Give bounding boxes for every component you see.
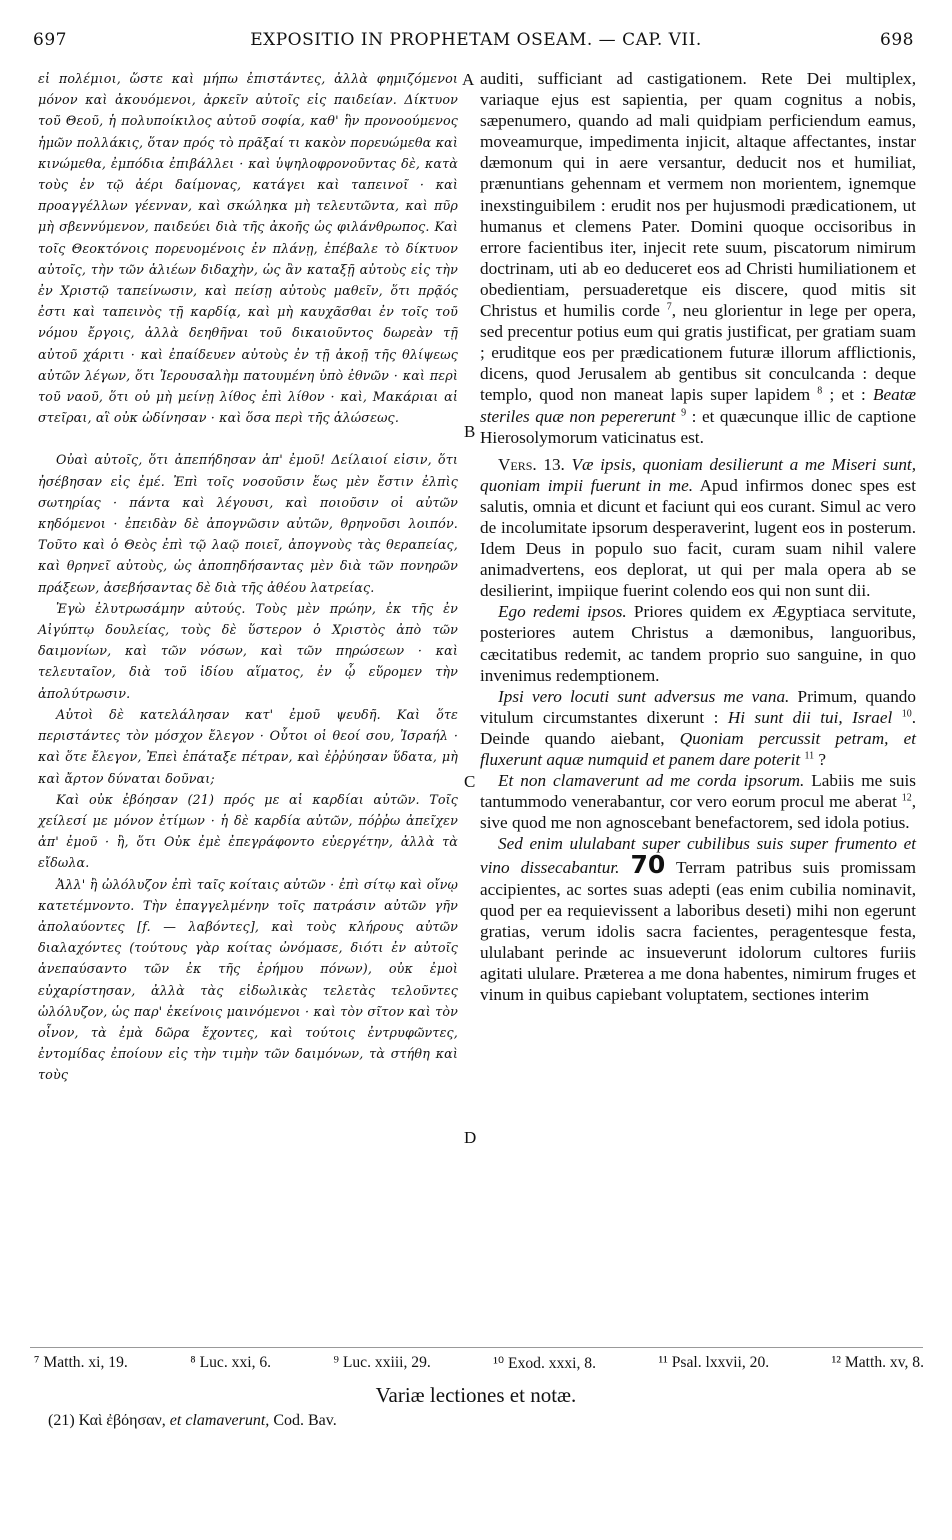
footnote: ⁹ Luc. xxiii, 29. — [333, 1354, 431, 1371]
latin-quotation: Hi sunt dii tui, Israel — [727, 707, 893, 727]
footnote-ref: 7 — [666, 301, 672, 313]
variant-number: (21) — [48, 1412, 75, 1429]
footnote: ⁷ Matth. xi, 19. — [34, 1354, 128, 1371]
footnote-divider — [30, 1347, 923, 1348]
paragraph-gap — [38, 428, 458, 449]
footnote: ¹⁰ Exod. xxxi, 8. — [493, 1355, 596, 1372]
footnote-ref: 11 — [804, 750, 815, 762]
latin-text: ; et : — [829, 385, 866, 405]
latin-paragraph-2 — [480, 454, 916, 602]
latin-text: : et quæcunque illic de captione Hierosolymorum vaticinatus est. — [480, 406, 917, 447]
latin-text: Terram patribus suis promissam accipientes, ac sortes suas adepti (eas enim cubilia nominavit, quod per ea requievissent a laboribus deseti) mihi non egerunt gratias, verum idolis sacra facientes, peragentesque festa, ululabant perinde ac insueverunt idolorum cultores furiis agitati ululare. Præterea a me dona habentes, nimirum fruges et vinum in quibus capiebant voluptatem, sectiones interim — [480, 858, 916, 1005]
latin-text: . Deinde quando aiebant, — [480, 707, 917, 748]
footnote: ¹¹ Psal. lxxvii, 20. — [658, 1354, 770, 1371]
latin-column — [480, 68, 916, 1005]
footnote-ref: 9 — [681, 406, 687, 418]
latin-paragraph-3 — [480, 601, 916, 685]
footnote: ¹² Matth. xv, 8. — [831, 1354, 924, 1371]
latin-quotation: Beatæ steriles quæ non pepererunt — [480, 385, 916, 426]
greek-paragraph-6: Ἀλλ' ἢ ὠλόλυζον ἐπὶ ταῖς κοίταις αὐτῶν · ἐπὶ σίτῳ καὶ οἴνῳ κατετέμνοντο. Τὴν ἐπαγγελμένην τοῖς πατράσιν αὐτῶν γῆν ἀπολαύοντες [f. — λαβόντες], καὶ τοὺς κλήρους αὐτῶν διαλαχόντες (τούτους γὰρ κοίτας ὠνόμασε, διότι ἐν αὐτοῖς ἀνεπαύσαντο τῶν ἐκ τῆς ἐρήμου πόνων), οὐκ ἐμοὶ εὐχαρίστησαν, ἀλλὰ τὰς εἰδωλικὰς τελετὰς τελοῦντες ὠλόλυζον, ὡς παρ' ἐκείνοις μαινόμενοι · καὶ τὸν σῖτον καὶ τὸν οἶνον, τὰ ἐμὰ δῶρα ἔχοντες, καὶ τούτοις ἐντρυφῶντες, ἐντομίδας ἐποίουν εἰς τὴν τιμὴν τῶν δαιμόνων, τὰ στήθη καὶ τοὺς — [38, 876, 458, 1083]
footnote-ref: 8 — [817, 385, 823, 397]
latin-text: Primum, quando vitulum circumstantes dixerunt : — [480, 686, 916, 727]
latin-paragraph-4 — [480, 686, 916, 770]
footnote: ⁸ Luc. xxi, 6. — [190, 1354, 272, 1371]
latin-text: Labiis me suis tantummodo venerabantur, cor vero eorum procul me aberat — [480, 771, 916, 812]
latin-paragraph-5 — [480, 770, 916, 833]
verse-lemma: Ipsi vero locuti sunt adversus me vana. — [498, 686, 790, 706]
margin-letter-a: A — [462, 70, 475, 89]
latin-text: Priores quidem ex Ægyptiaca servitute, posteriores autem Christus a dæmonibus, languoribus, cæcitatibus redemit, ac tandem proprio suo sanguine, in quo invenimus redemptionem. — [480, 602, 916, 685]
running-title: EXPOSITIO IN PROPHETAM OSEAM. — CAP. VII. — [250, 30, 702, 50]
margin-letter-d: D — [464, 1128, 477, 1147]
latin-text: , sive quod me non agnoscebant benefactorem, sed idola potius. — [480, 792, 916, 833]
latin-paragraph-1 — [480, 68, 916, 448]
variant-latin: et clamaverunt, — [169, 1412, 270, 1429]
variant-greek: Καὶ ἐβόησαν, — [78, 1412, 166, 1429]
latin-quotation: Quoniam percussit petram, et fluxerunt aquæ numquid et panem dare poterit — [480, 728, 917, 769]
verse-lemma: Et non clamaverunt ad me corda ipsorum. — [498, 771, 805, 791]
variant-note — [48, 1412, 337, 1430]
margin-letter-b: B — [464, 422, 476, 441]
greek-paragraph-1: εἰ πολέμιοι, ὥστε καὶ μήπω ἐπιστάντες, ἀλλὰ φημιζόμενοι μόνον καὶ ἀκουόμενοι, ἀρκεῖν αὐτοῖς εἰς παιδείαν. Δίκτυον τοῦ Θεοῦ, ἡ πολυποίκιλος αὐτοῦ σοφία, καθ' ἣν προνοούμενος ἡμῶν πολλάκις, ὅταν πρός τὸ πρᾶξαί τι κακὸν πορευώμεθα καὶ κινώμεθα, ἐμπόδια ἐπιβάλλει · καὶ ὑψηλοφρονοῦντας δὲ, κατὰ τοὺς ἐν τῷ ἀέρι δαίμονας, κατάγει καὶ ταπεινοῖ · καὶ προαγγέλλων γέενναν, καὶ σκώληκα μὴ τελευτῶντα, καὶ πῦρ μὴ σβεννύμενον, παιδεύει διὰ τῆς ἀκοῆς ὡς φιλάνθρωπος. Καὶ τοῖς Θεοκτόνοις πορευομένοις ἐν πλάνῃ, ἐπέβαλε τὸ δίκτυον αὐτοῖς, τὴν τῶν ἁλιέων διδαχὴν, ὡς ἂν καταξῇ αὐτοὺς εἰς τὴν ἐν Χριστῷ ταπείνωσιν, καὶ πείσῃ αὐτοὺς μαθεῖν, ὅτι πρᾷός ἐστι καὶ ταπεινὸς τῇ καρδίᾳ, καὶ μὴ καυχᾶσθαι ἐν τοῖς τοῦ νόμου ἔργοις, ἀλλὰ δεηθῆναι τοῦ δικαιοῦντος δωρεὰν τῇ αὐτοῦ χάριτι · καὶ ἐπαίδευεν αὐτοὺς ἐν τῇ ἀκοῇ τῆς θλίψεως αὐτῶν λέγων, ὅτι Ἱερουσαλὴμ πατουμένη ὑπὸ ἐθνῶν · καὶ περὶ τοῦ ναοῦ, ὅτι οὐ μὴ μείνῃ λίθος ἐπὶ λίθον · καὶ, Μακάριαι αἱ στεῖραι, αἳ οὐκ ὠδίνησαν · καὶ ὅσα περὶ τῆς ἁλώσεως. — [38, 71, 458, 426]
margin-letter-c: C — [464, 772, 476, 791]
footnotes — [34, 1354, 924, 1373]
footnote-ref: 12 — [901, 792, 912, 804]
verse-label: Vers. 13. — [498, 454, 565, 474]
latin-text: ? — [818, 750, 827, 769]
latin-text: , neu glorientur in lege per opera, sed precentur potius eum qui gratis justificat, per gratiam suam ; eruditque eos per prædicationem futuræ illorum afflictionis, dicens, quod Jerusalem ab gentibus sit conculcanda : deque templo, quod non maneat lapis super lapidem — [480, 301, 916, 405]
column-marker-number: 70 — [630, 850, 666, 880]
footnote-ref: 10 — [901, 708, 912, 720]
latin-text: auditi, sufficiant ad castigationem. Rete Dei multiplex, variaque ejus est sapientia, per quam cognitus a nobis, sæpenumero, quando ad mali quidpiam perficiendum eamus, moveamurque, impedimenta injicit, altaque affectantes, instar dæmonum qui in aere versantur, deducit nos et humiliat, prænuntians gehennam et vermem non morientem, ignemque inexstinguibilem : erudit nos per hujusmodi prædicationem, ut humanus et clemens Pater. Domini quoque occisoribus in errore facientibus iter, injecit rete suum, piscatorum nimirum doctrinam, uti ab eo deduceret eos ad Christi humiliationem et obedientiam, persuaderetque eis discere, quod mitis sit Christus et humilis corde — [480, 69, 916, 321]
latin-text: Apud infirmos donec spes est salutis, omnia et dicunt et faciunt qui eos curant. Simul ac vero de incolumitate ipsorum desperaverint, lugent eos in posterum. Idem Deus in populo suo facit, curam suam nihil valere animadvertens, eos deplorat, ut qui per mala opera ab se desilierint, impiique fuerint colendo eos qui non sunt dii. — [480, 475, 916, 601]
verse-lemma: Ego redemi ipsos. — [498, 602, 627, 622]
variant-source: Cod. Bav. — [273, 1412, 337, 1429]
greek-paragraph-2: Οὐαὶ αὐτοῖς, ὅτι ἀπεπήδησαν ἀπ' ἐμοῦ! Δείλαιοί εἰσιν, ὅτι ἠσέβησαν εἰς ἐμέ. Ἐπὶ τοῖς νοσοῦσιν ἕως μὲν ἔστιν ἐλπὶς σωτηρίας · πάντα καὶ λέγουσι, καὶ ποιοῦσιν οἱ αὐτῶν κηδόμενοι · ἐπειδὰν δὲ ἀπογνῶσιν αὐτῶν, θρηνοῦσι λοιπόν. Τοῦτο καὶ ὁ Θεὸς ἐπὶ τῷ λαῷ ποιεῖ, ἀπογνοὺς τὰς θεραπείας, καὶ θρηνεῖ αὐτοὺς, ὡς ἀποπηδήσαντας μὲν διὰ τῶν πονηρῶν πράξεων, ἀσεβήσαντας δὲ διὰ τῆς ἀθέου λατρείας. — [38, 452, 458, 595]
verse-lemma: Væ ipsis, quoniam desilierunt a me Miseri sunt, quoniam impii fuerunt in me. — [480, 454, 916, 495]
greek-column — [38, 68, 458, 1086]
page-number-left: 697 — [33, 30, 67, 50]
greek-paragraph-5: Καὶ οὐκ ἐβόησαν (21) πρός με αἱ καρδίαι αὐτῶν. Τοῖς χείλεσί με μόνον ἐτίμων · ἡ δὲ καρδία αὐτῶν, πόῤῥω ἀπεῖχεν ἀπ' ἐμοῦ · ἢ, ὅτι Οὐκ ἐμὲ ἐπεγράφοντο εὐεργέτην, ἀλλὰ τὰ εἴδωλα. — [38, 791, 458, 871]
page-number-right: 698 — [880, 30, 914, 50]
greek-paragraph-3: Ἐγὼ ἐλυτρωσάμην αὐτούς. Τοὺς μὲν πρώην, ἐκ τῆς ἐν Αἰγύπτῳ δουλείας, τοὺς δὲ ὕστερον ὁ Χριστὸς ἀπὸ τῶν δαιμονίων, καὶ τῶν νόσων, καὶ τῶν πηρώσεων · καὶ τελευταῖον, διὰ τοῦ ἰδίου αἵματος, ἐν ᾧ εὕρομεν τὴν ἀπολύτρωσιν. — [38, 600, 458, 701]
verse-lemma: Sed enim ululabant super cubilibus suis super frumento et vino dissecabantur. — [480, 834, 916, 878]
greek-paragraph-4: Αὐτοὶ δὲ κατελάλησαν κατ' ἐμοῦ ψευδῆ. Καὶ ὅτε περιστάντες τὸν μόσχον ἔλεγον · Οὗτοι οἱ θεοί σου, Ἰσραήλ · καὶ ὅτε ἔλεγον, Ἐπεὶ ἐπάταξε πέτραν, καὶ ἐῤῥύησαν ὕδατα, μὴ καὶ ἄρτον δύναται δοῦναι; — [38, 706, 458, 786]
latin-paragraph-6 — [480, 833, 916, 1005]
variae-heading: Variæ lectiones et notæ. — [375, 1383, 577, 1407]
